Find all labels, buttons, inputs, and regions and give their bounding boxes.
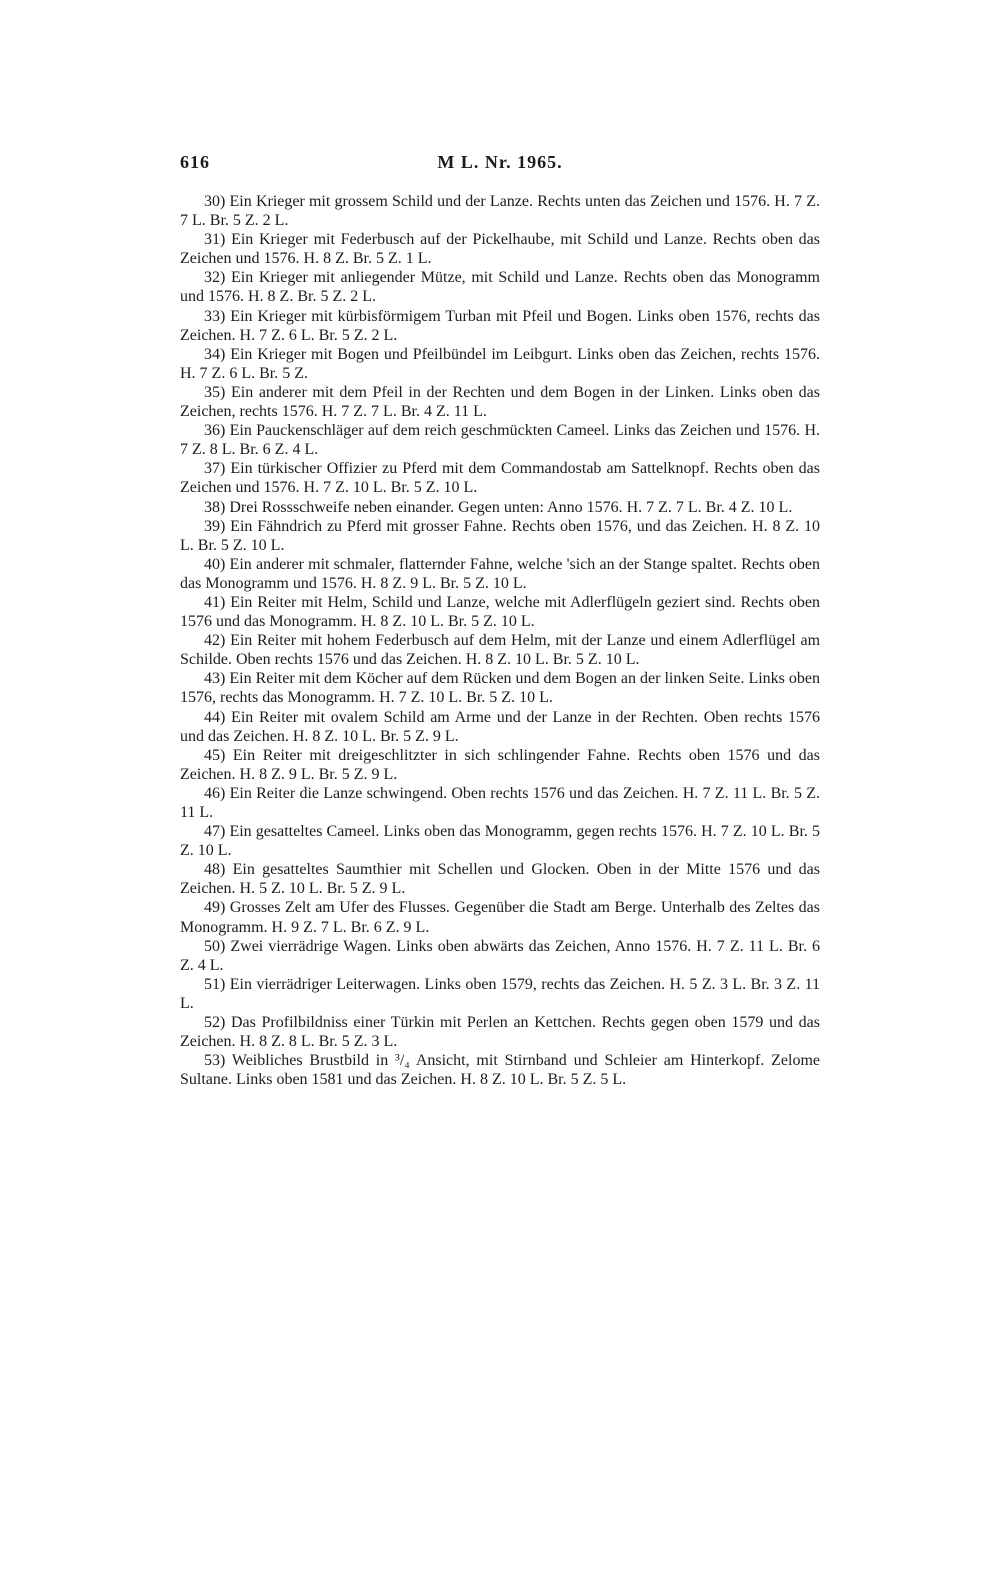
entry-text: Ein Krieger mit Federbusch auf der Pickelhaube, mit Schild und Lanze. Rechts oben das Zeichen und 1576. H. 8 Z. Br. 5 Z. 1 L. (180, 231, 821, 268)
entry-number: 43) (204, 670, 226, 688)
catalog-entry (180, 383, 820, 421)
entry-text: Das Profilbildniss einer Türkin mit Perlen an Kettchen. Rechts gegen oben 1579 und das Zeichen. H. 8 Z. 8 L. Br. 5 Z. 3 L. (180, 1014, 821, 1051)
entry-number: 30) (204, 193, 226, 210)
entry-number: 33) (204, 307, 226, 325)
entry-number: 49) (204, 899, 226, 917)
entry-text: Ein Reiter mit ovalem Schild am Arme und der Lanze in der Rechten. Oben rechts 1576 und das Zeichen. H. 8 Z. 10 L. Br. 5 Z. 9 L. (180, 708, 821, 745)
running-title: M L. Nr. 1965. (437, 152, 563, 172)
catalog-entries (180, 192, 820, 1089)
entry-number: 50) (204, 937, 226, 955)
entry-text: Ein Reiter mit dreigeschlitzter in sich schlingender Fahne. Rechts oben 1576 und das Zeichen. H. 8 Z. 9 L. Br. 5 Z. 9 L. (180, 746, 821, 783)
entry-number: 39) (204, 517, 226, 535)
catalog-entry (180, 975, 820, 1013)
entry-text: Ein anderer mit schmaler, flatternder Fahne, welche 'sich an der Stange spaltet. Rechts oben das Monogramm und 1576. H. 8 Z. 9 L. Br. 5 Z. 10 L. (180, 555, 821, 592)
catalog-entry (180, 937, 820, 975)
entry-text: Ein türkischer Offizier zu Pferd mit dem Commandostab am Sattelknopf. Rechts oben das Zeichen und 1576. H. 7 Z. 10 L. Br. 5 Z. 10 L. (180, 460, 821, 497)
catalog-entry (180, 345, 820, 383)
entry-text: Ein Reiter mit hohem Federbusch auf dem Helm, mit der Lanze und einem Adlerflügel am Schilde. Oben rechts 1576 und das Zeichen. H. 8 Z. 10 L. Br. 5 Z. 10 L. (180, 632, 821, 669)
catalog-entry (180, 860, 820, 898)
entry-text: Weibliches Brustbild in ³/₄ Ansicht, mit Stirnband und Schleier am Hinterkopf. Zelome Sultane. Links oben 1581 und das Zeichen. H. 8 Z. 10 L. Br. 5 Z. 5 L. (180, 1052, 820, 1089)
catalog-entry (180, 517, 820, 555)
entry-text: Ein Reiter mit dem Köcher auf dem Rücken und dem Bogen an der linken Seite. Links oben 1576, rechts das Monogramm. H. 7 Z. 10 L. Br. 5 Z. 10 L. (180, 670, 821, 707)
entry-text: Ein Krieger mit kürbisförmigem Turban mit Pfeil und Bogen. Links oben 1576, rechts das Zeichen. H. 7 Z. 6 L. Br. 5 Z. 2 L. (180, 307, 821, 344)
entry-number: 44) (204, 708, 226, 726)
entry-number: 37) (204, 460, 226, 478)
catalog-entry (180, 746, 820, 784)
catalog-entry (180, 555, 820, 593)
entry-number: 35) (204, 383, 226, 401)
entry-number: 31) (204, 231, 226, 249)
catalog-entry (180, 459, 820, 497)
entry-text: Ein Fähndrich zu Pferd mit grosser Fahne. Rechts oben 1576, und das Zeichen. H. 8 Z. 10 L. Br. 5 Z. 10 L. (180, 517, 820, 554)
entry-text: Ein Krieger mit grossem Schild und der Lanze. Rechts unten das Zeichen und 1576. H. 7 Z. 7 L. Br. 5 Z. 2 L. (180, 193, 821, 230)
entry-text: Ein Krieger mit anliegender Mütze, mit Schild und Lanze. Rechts oben das Monogramm und 1576. H. 8 Z. Br. 5 Z. 2 L. (180, 269, 820, 306)
entry-number: 36) (204, 422, 226, 440)
catalog-entry (180, 1013, 820, 1051)
entry-number: 53) (204, 1052, 226, 1070)
catalog-entry (180, 268, 820, 306)
entry-text: Ein Krieger mit Bogen und Pfeilbündel im Leibgurt. Links oben das Zeichen, rechts 1576. H. 7 Z. 6 L. Br. 5 Z. (180, 345, 821, 382)
catalog-entry (180, 822, 820, 860)
entry-number: 47) (204, 823, 226, 841)
entry-text: Ein gesatteltes Saumthier mit Schellen und Glocken. Oben in der Mitte 1576 und das Zeichen. H. 5 Z. 10 L. Br. 5 Z. 9 L. (180, 861, 821, 898)
entry-number: 32) (204, 269, 226, 287)
catalog-entry (180, 192, 820, 230)
entry-text: Ein Reiter mit Helm, Schild und Lanze, welche mit Adlerflügeln geziert sind. Rechts oben 1576 und das Monogramm. H. 8 Z. 10 L. Br. 5 Z. 10 L. (180, 593, 821, 631)
entry-text: Zwei vierrädrige Wagen. Links oben abwärts das Zeichen, Anno 1576. H. 7 Z. 11 L. Br. 6 Z. 4 L. (180, 937, 820, 974)
catalog-entry (180, 631, 820, 669)
entry-text: Ein vierrädriger Leiterwagen. Links oben 1579, rechts das Zeichen. H. 5 Z. 3 L. Br. 3 Z. 11 L. (180, 975, 820, 1012)
entry-number: 45) (204, 746, 226, 764)
entry-text: Grosses Zelt am Ufer des Flusses. Gegenüber die Stadt am Berge. Unterhalb des Zeltes das Monogramm. H. 9 Z. 7 L. Br. 6 Z. 9 L. (180, 899, 821, 936)
entry-number: 41) (204, 593, 226, 611)
entry-number: 38) (204, 498, 226, 516)
entry-text: Ein Pauckenschläger auf dem reich geschmückten Cameel. Links das Zeichen und 1576. H. 7 Z. 8 L. Br. 6 Z. 4 L. (180, 422, 821, 459)
catalog-entry (180, 1051, 820, 1089)
entry-number: 40) (204, 555, 226, 573)
entry-number: 46) (204, 784, 226, 802)
catalog-entry (180, 307, 820, 345)
entry-text: Ein gesatteltes Cameel. Links oben das Monogramm, gegen rechts 1576. H. 7 Z. 10 L. Br. 5 Z. 10 L. (180, 823, 821, 860)
catalog-entry (180, 784, 820, 822)
catalog-entry (180, 498, 820, 517)
catalog-entry (180, 898, 820, 936)
catalog-entry (180, 593, 820, 631)
entry-number: 34) (204, 345, 226, 363)
entry-number: 51) (204, 975, 226, 993)
entry-number: 52) (204, 1014, 226, 1032)
catalog-entry (180, 421, 820, 459)
entry-number: 48) (204, 861, 226, 879)
catalog-entry (180, 708, 820, 746)
entry-text: Ein Reiter die Lanze schwingend. Oben rechts 1576 und das Zeichen. H. 7 Z. 11 L. Br. 5 Z. 11 L. (180, 784, 821, 821)
catalog-entry (180, 669, 820, 707)
entry-number: 42) (204, 632, 226, 650)
page-header (180, 152, 820, 178)
page-number: 616 (180, 152, 210, 172)
entry-text: Ein anderer mit dem Pfeil in der Rechten und dem Bogen in der Linken. Links oben das Zeichen, rechts 1576. H. 7 Z. 7 L. Br. 4 Z. 11 L. (180, 383, 821, 421)
entry-text: Drei Rossschweife neben einander. Gegen unten: Anno 1576. H. 7 Z. 7 L. Br. 4 Z. 10 L. (229, 498, 793, 516)
catalog-entry (180, 230, 820, 268)
